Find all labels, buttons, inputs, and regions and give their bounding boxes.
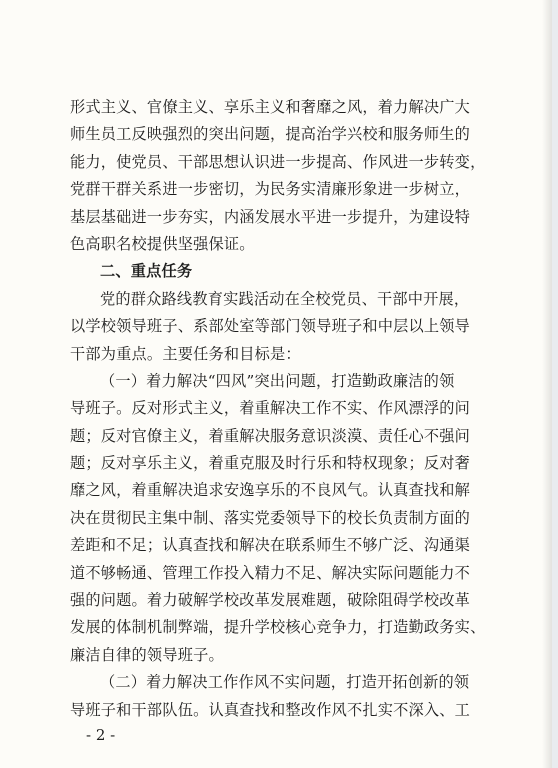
body-line: 道不够畅通、管理工作投入精力不足、解决实际问题能力不: [70, 563, 471, 582]
body-line: 决在贯彻民主集中制、落实党委领导下的校长负责制方面的: [70, 508, 471, 527]
body-line: 导班子和干部队伍。认真查找和整改作风不扎实不深入、工: [70, 700, 471, 719]
paragraph-first-line: （一）着力解决“四风”突出问题，打造勤政廉洁的领: [100, 371, 455, 390]
body-line: 发展的体制机制弊端，提升学校核心竞争力，打造勤政务实、: [70, 618, 486, 637]
body-line: 题；反对官僚主义，着重解决服务意识淡漠、责任心不强问: [70, 426, 471, 445]
paragraph-first-line: 党的群众路线教育实践活动在全校党员、干部中开展，: [100, 289, 470, 308]
section-heading: 二、重点任务: [100, 262, 193, 281]
body-line: 干部为重点。主要任务和目标是：: [70, 344, 301, 363]
body-line: 导班子。反对形式主义，着重解决工作不实、作风漂浮的问: [70, 399, 471, 418]
body-line: 党群干群关系进一步密切，为民务实清廉形象进一步树立，: [70, 180, 471, 199]
document-body: [70, 94, 490, 724]
body-line: 靡之风，着重解决追求安逸享乐的不良风气。认真查找和解: [70, 481, 471, 500]
body-line: 廉洁自律的领导班子。: [70, 645, 224, 664]
page-number: - 2 -: [86, 726, 116, 744]
body-line: 强的问题。着力破解学校改革发展难题，破除阻碍学校改革: [70, 591, 471, 610]
paragraph-first-line: （二）着力解决工作作风不实问题，打造开拓创新的领: [100, 673, 470, 692]
body-line: 差距和不足；认真查找和解决在联系师生不够广泛、沟通渠: [70, 536, 471, 555]
scan-edge-shadow: [542, 0, 552, 768]
body-line: 能力，使党员、干部思想认识进一步提高、作风进一步转变，: [70, 152, 486, 171]
body-line: 色高职名校提供坚强保证。: [70, 234, 255, 253]
body-line: 题；反对享乐主义，着重克服及时行乐和特权现象；反对奢: [70, 454, 471, 473]
body-line: 基层基础进一步夯实，内涵发展水平进一步提升，为建设特: [70, 207, 471, 226]
body-line: 形式主义、官僚主义、享乐主义和奢靡之风，着力解决广大: [70, 98, 471, 116]
body-line: 师生员工反映强烈的突出问题，提高治学兴校和服务师生的: [70, 125, 471, 144]
body-line: 以学校领导班子、系部处室等部门领导班子和中层以上领导: [70, 317, 471, 336]
